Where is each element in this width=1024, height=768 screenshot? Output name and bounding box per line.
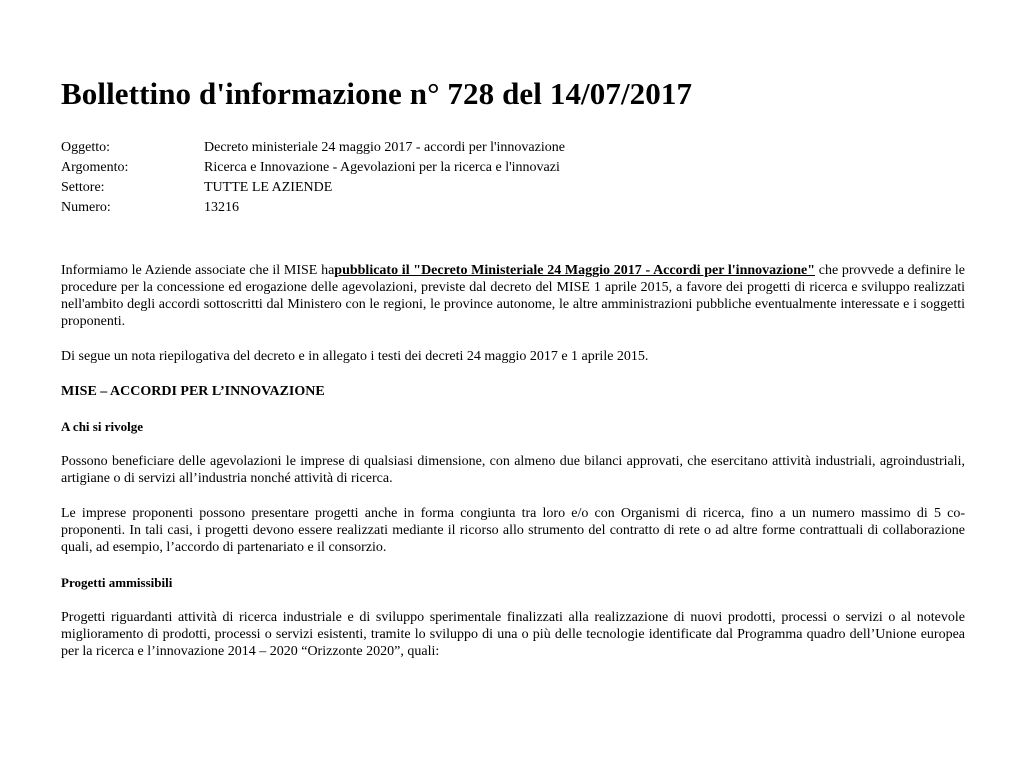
subheading-a-chi-si-rivolge: A chi si rivolge [61, 419, 143, 434]
eligibility-paragraph: Possono beneficiare delle agevolazioni le imprese di qualsiasi dimensione, con almeno due bilanci approvati, che esercitano attività industriali, agroindustriali, artigiane o di servizi all’industria nonché attività di ricerca. [61, 454, 965, 486]
metadata-key: Numero: [61, 200, 111, 215]
bulletin-body [61, 262, 965, 678]
page-title: Bollettino d'informazione n° 728 del 14/07/2017 [61, 76, 693, 111]
metadata-key: Argomento: [61, 160, 129, 175]
decree-link[interactable]: pubblicato il "Decreto Ministeriale 24 Maggio 2017 - Accordi per l'innovazione" [334, 263, 816, 278]
metadata-row-argomento [61, 158, 565, 178]
metadata-value: Decreto ministeriale 24 maggio 2017 - accordi per l'innovazione [204, 140, 565, 155]
metadata-value: TUTTE LE AZIENDE [204, 180, 333, 195]
intro-paragraph [61, 262, 965, 330]
section-heading: MISE – ACCORDI PER L’INNOVAZIONE [61, 384, 325, 399]
summary-note: Di segue un nota riepilogativa del decreto e in allegato i testi dei decreti 24 maggio 2017 e 1 aprile 2015. [61, 349, 649, 364]
metadata-row-settore [61, 178, 565, 198]
metadata-row-oggetto [61, 138, 565, 158]
metadata-row-numero [61, 198, 565, 218]
eligible-projects-paragraph: Progetti riguardanti attività di ricerca industriale e di sviluppo sperimentale finalizzati alla realizzazione di nuovi prodotti, processi o servizi o al notevole miglioramento di prodotti, processi o servizi esistenti, tramite lo sviluppo di una o più delle tecnologie identificate dal Programma quadro dell’Unione europea per la ricerca e l’innovazione 2014 – 2020 “Orizzonte 2020”, quali: [61, 610, 965, 659]
subheading-progetti-ammissibili: Progetti ammissibili [61, 575, 173, 590]
metadata-key: Oggetto: [61, 140, 110, 155]
intro-text-after: che provvede a definire le procedure per la concessione ed erogazione delle agevolazioni, previste dal decreto del MISE 1 aprile 2015, a favore dei progetti di ricerca e sviluppo realizzati nell'ambito degli accordi sottoscritti dal Ministero con le regioni, le province autonome, le altre amministrazioni pubbliche eventualmente interessate e i soggetti proponenti. [61, 263, 965, 329]
metadata-key: Settore: [61, 180, 105, 195]
metadata-value: Ricerca e Innovazione - Agevolazioni per la ricerca e l'innovazi [204, 160, 560, 175]
metadata-table [61, 138, 565, 218]
intro-text-before: Informiamo le Aziende associate che il MISE ha [61, 263, 335, 278]
metadata-value: 13216 [204, 200, 239, 215]
joint-projects-paragraph: Le imprese proponenti possono presentare progetti anche in forma congiunta tra loro e/o con Organismi di ricerca, fino a un numero massimo di 5 co-proponenti. In tali casi, i progetti devono essere realizzati mediante il ricorso allo strumento del contratto di rete o ad altre forme contrattuali di collaborazione quali, ad esempio, l’accordo di partenariato e il consorzio. [61, 506, 965, 555]
